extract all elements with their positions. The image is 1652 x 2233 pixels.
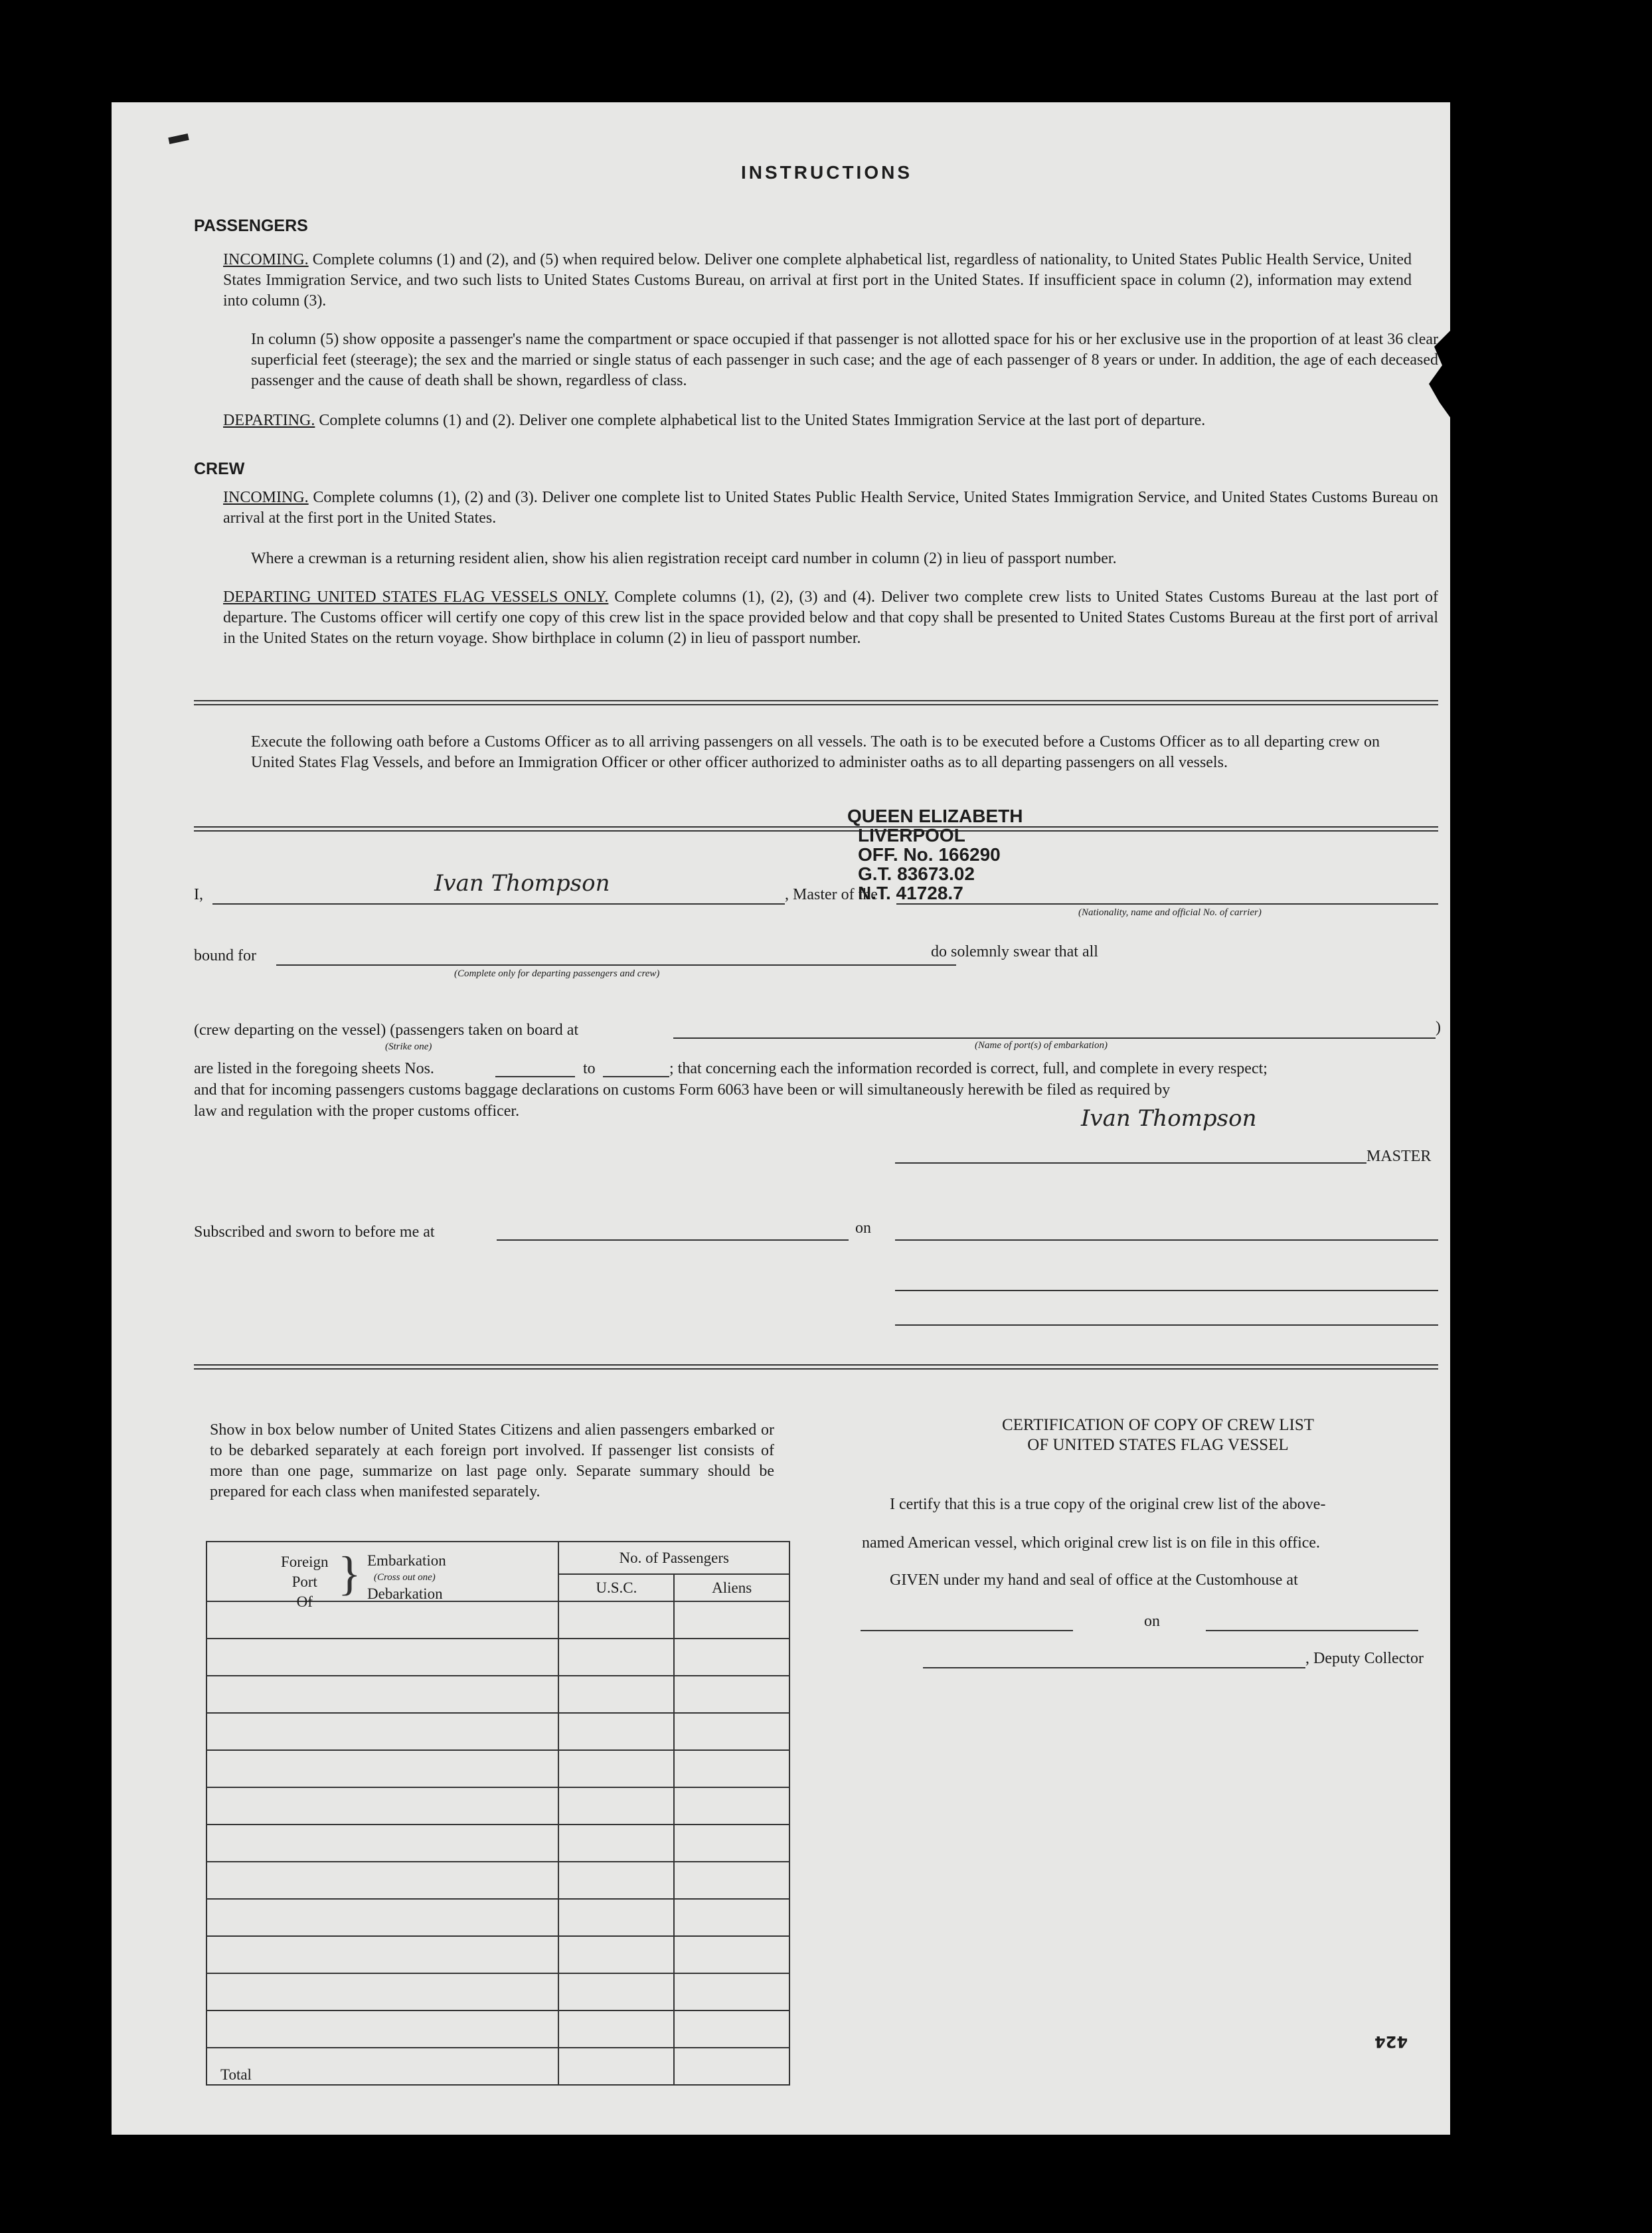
carrier-line xyxy=(896,903,1438,905)
certification-date-line xyxy=(1206,1630,1418,1631)
vessel-stamp-line: QUEEN ELIZABETH xyxy=(847,806,1023,826)
certification-on-label: on xyxy=(1144,1613,1160,1630)
page-number-mark: 424 xyxy=(1374,2032,1408,2051)
officer-title-line xyxy=(895,1324,1438,1326)
cross-out-caption: (Cross out one) xyxy=(374,1572,436,1583)
crew-heading: CREW xyxy=(194,460,245,478)
passengers-departing-paragraph xyxy=(223,410,1438,431)
port-cell[interactable] xyxy=(206,1601,558,1639)
summary-row xyxy=(206,2010,789,2048)
close-paren: ) xyxy=(1436,1019,1441,1036)
passengers-departing-label: DEPARTING. xyxy=(223,412,315,429)
summary-row xyxy=(206,1676,789,1713)
passengers-column5-paragraph: In column (5) show opposite a passenger's name the compartment or space occupied if that passenger is not allotted space for his or her exclusive use in the proportion of at least 36 clear superficial feet (steerage); the sex and the married or single status of each passenger in such case; and the age of each passenger of 8 years or under. In addition, the age of each deceased passenger and the cause of death shall be shown, regardless of class. xyxy=(251,331,1438,389)
certification-body-2: named American vessel, which original crew list is on file in this office. xyxy=(862,1534,1321,1552)
master-signature-2: Ivan Thompson xyxy=(1081,1105,1257,1132)
summary-row xyxy=(206,1936,789,1973)
port-cell[interactable] xyxy=(206,2010,558,2048)
oath-divider xyxy=(194,826,1438,832)
usc-cell[interactable] xyxy=(558,1825,674,1862)
deputy-collector-label: , Deputy Collector xyxy=(1305,1650,1424,1667)
crew-departing-paragraph xyxy=(223,587,1438,649)
summary-instructions: Show in box below number of United States Citizens and alien passengers embarked or to be debarked separately at each foreign port involved. If passenger list consists of more than one page, summarize on last page only. Separate summary should be prepared for each class when manifested separately. xyxy=(210,1421,774,1500)
foreign-label: Foreign xyxy=(281,1554,329,1570)
crew-departing-label: (crew departing on the vessel) (passengers taken on board at xyxy=(194,1022,579,1039)
nationality-caption: (Nationality, name and official No. of carrier) xyxy=(1078,907,1262,918)
certification-given: GIVEN under my hand and seal of office at the Customhouse at xyxy=(890,1571,1298,1589)
passengers-heading: PASSENGERS xyxy=(194,217,308,235)
aliens-cell[interactable] xyxy=(674,1639,789,1676)
crew-resident-paragraph: Where a crewman is a returning resident alien, show his alien registration receipt card number in column (2) in lieu of passport number. xyxy=(251,550,1117,567)
aliens-cell[interactable] xyxy=(674,1787,789,1825)
oath-i-label: I, xyxy=(194,886,203,903)
subscribed-label: Subscribed and sworn to before me at xyxy=(194,1223,435,1241)
listed-sheets-text-2: and that for incoming passengers customs baggage declarations on customs Form 6063 have been or will simultaneously herewith be filed as required by xyxy=(194,1081,1171,1099)
listed-sheets-text: ; that concerning each the information recorded is correct, full, and complete in every respect; xyxy=(669,1060,1268,1077)
sworn-place-line xyxy=(497,1239,849,1241)
strike-caption: (Strike one) xyxy=(385,1041,432,1052)
debarkation-label: Debarkation xyxy=(367,1585,443,1602)
officer-signature-line xyxy=(895,1290,1438,1291)
certification-title-2: OF UNITED STATES FLAG VESSEL xyxy=(1027,1436,1289,1454)
bound-for-label: bound for xyxy=(194,947,256,964)
port-cell[interactable] xyxy=(206,1787,558,1825)
embarkation-port-line xyxy=(673,1037,1436,1039)
crew-departing-label: DEPARTING UNITED STATES FLAG VESSELS ONLY. xyxy=(223,588,609,606)
master-signature: Ivan Thompson xyxy=(434,870,610,897)
usc-cell[interactable] xyxy=(558,2010,674,2048)
sheet-to-line xyxy=(603,1076,669,1077)
listed-sheets-label: are listed in the foregoing sheets Nos. xyxy=(194,1060,434,1077)
lower-divider xyxy=(194,1364,1438,1370)
usc-cell[interactable] xyxy=(558,1713,674,1750)
summary-row xyxy=(206,1713,789,1750)
aliens-cell[interactable] xyxy=(674,1899,789,1936)
summary-row xyxy=(206,1639,789,1676)
passengers-header-cell: No. of Passengers xyxy=(558,1542,789,1574)
listed-sheets-text-3: law and regulation with the proper customs officer. xyxy=(194,1103,520,1120)
certification-title-1: CERTIFICATION OF COPY OF CREW LIST xyxy=(1001,1416,1315,1434)
port-cell[interactable] xyxy=(206,1862,558,1899)
aliens-header-cell: Aliens xyxy=(674,1574,789,1601)
usc-cell[interactable] xyxy=(558,1973,674,2010)
summary-row xyxy=(206,1825,789,1862)
master-signature-line xyxy=(895,1162,1366,1164)
aliens-cell[interactable] xyxy=(674,1601,789,1639)
bound-for-caption: (Complete only for departing passengers and crew) xyxy=(454,968,660,979)
passengers-incoming-paragraph xyxy=(223,250,1412,312)
sheet-from-line xyxy=(495,1076,575,1077)
usc-cell[interactable] xyxy=(558,1601,674,1639)
port-caption: (Name of port(s) of embarkation) xyxy=(975,1040,1108,1051)
aliens-cell[interactable] xyxy=(674,1676,789,1713)
summary-total-row xyxy=(206,2048,789,2085)
aliens-cell[interactable] xyxy=(674,1973,789,2010)
usc-cell[interactable] xyxy=(558,1676,674,1713)
summary-row xyxy=(206,1862,789,1899)
passenger-summary-table xyxy=(206,1541,790,2086)
of-label: Of xyxy=(296,1593,313,1610)
summary-row xyxy=(206,1787,789,1825)
vessel-stamp-line: N.T. 41728.7 xyxy=(858,883,963,903)
deputy-collector-line xyxy=(923,1667,1305,1668)
foreign-port-of-label xyxy=(281,1552,329,1612)
port-cell[interactable] xyxy=(206,1713,558,1750)
customhouse-line xyxy=(861,1630,1073,1631)
port-cell[interactable] xyxy=(206,1750,558,1787)
sworn-date-line xyxy=(895,1239,1438,1241)
crew-incoming-text: Complete columns (1), (2) and (3). Deliver one complete list to United States Public Health Service, United States Immigration Service, and United States Customs Bureau on arrival at the first port in the United States. xyxy=(223,489,1439,527)
crew-incoming-paragraph xyxy=(223,488,1438,529)
usc-cell[interactable] xyxy=(558,1787,674,1825)
total-aliens-cell[interactable] xyxy=(674,2048,789,2085)
aliens-cell[interactable] xyxy=(674,1750,789,1787)
crew-incoming-label: INCOMING. xyxy=(223,489,309,506)
master-of-label: , Master of the xyxy=(785,886,878,903)
section-divider xyxy=(194,700,1438,705)
document-page xyxy=(112,102,1450,2135)
total-usc-cell[interactable] xyxy=(558,2048,674,2085)
aliens-cell[interactable] xyxy=(674,1936,789,1973)
port-label: Port xyxy=(291,1573,317,1590)
vessel-stamp-line: LIVERPOOL xyxy=(858,825,965,846)
passengers-incoming-text: Complete columns (1) and (2), and (5) when required below. Deliver one complete alphabetical list, regardless of nationality, to United States Public Health Service, United States Immigration Service, and two such lists to United States Customs Bureau, on arrival at first port in the United States. If insufficient space in column (2), information may extend into column (3). xyxy=(223,251,1412,310)
crew-departing-text: Complete columns (1), (2), (3) and (4). Deliver two complete crew lists to United States Customs Bureau at the last port of departure. The Customs officer will certify one copy of this crew list in the space provided below and that copy shall be presented to United States Customs Bureau at the first port of arrival in the United States on the return voyage. Show birthplace in column (2) in lieu of passport number. xyxy=(223,588,1439,647)
usc-cell[interactable] xyxy=(558,1862,674,1899)
certification-body-1: I certify that this is a true copy of the original crew list of the above- xyxy=(890,1496,1326,1513)
ink-mark xyxy=(168,134,189,144)
usc-cell[interactable] xyxy=(558,1899,674,1936)
aliens-cell[interactable] xyxy=(674,1825,789,1862)
port-cell[interactable] xyxy=(206,1639,558,1676)
listed-to-label: to xyxy=(583,1060,596,1077)
usc-header-cell: U.S.C. xyxy=(558,1574,674,1601)
aliens-cell[interactable] xyxy=(674,1713,789,1750)
vessel-stamp-line: OFF. No. 166290 xyxy=(858,844,1001,865)
embarkation-label: Embarkation xyxy=(367,1552,446,1569)
bound-for-line xyxy=(276,964,956,966)
port-cell[interactable] xyxy=(206,1899,558,1936)
summary-row xyxy=(206,1750,789,1787)
usc-cell[interactable] xyxy=(558,1750,674,1787)
document-title: INSTRUCTIONS xyxy=(741,162,912,183)
vessel-stamp-line: G.T. 83673.02 xyxy=(858,863,975,884)
master-name-line xyxy=(212,903,785,905)
summary-row xyxy=(206,1973,789,2010)
port-header-cell xyxy=(206,1542,558,1610)
master-label: MASTER xyxy=(1366,1148,1432,1165)
port-cell[interactable] xyxy=(206,1973,558,2010)
summary-row xyxy=(206,1899,789,1936)
passengers-incoming-label: INCOMING. xyxy=(223,251,309,268)
passengers-departing-text: Complete columns (1) and (2). Deliver one complete alphabetical list to the United States Immigration Service at the last port of departure. xyxy=(319,412,1206,429)
brace-icon: } xyxy=(338,1547,361,1600)
port-cell[interactable] xyxy=(206,1825,558,1862)
port-cell[interactable] xyxy=(206,1936,558,1973)
swear-label: do solemnly swear that all xyxy=(931,943,1098,960)
oath-intro-paragraph: Execute the following oath before a Customs Officer as to all arriving passengers on all vessels. The oath is to be executed before a Customs Officer as to all departing crew on United States Flag Vessels, and before an Immigration Officer or other officer authorized to administer oaths as to all departing passengers on all vessels. xyxy=(251,733,1380,771)
usc-cell[interactable] xyxy=(558,1639,674,1676)
total-label-cell: Total xyxy=(206,2048,558,2085)
sworn-on-label: on xyxy=(855,1219,871,1237)
aliens-cell[interactable] xyxy=(674,2010,789,2048)
port-cell[interactable] xyxy=(206,1676,558,1713)
aliens-cell[interactable] xyxy=(674,1862,789,1899)
usc-cell[interactable] xyxy=(558,1936,674,1973)
